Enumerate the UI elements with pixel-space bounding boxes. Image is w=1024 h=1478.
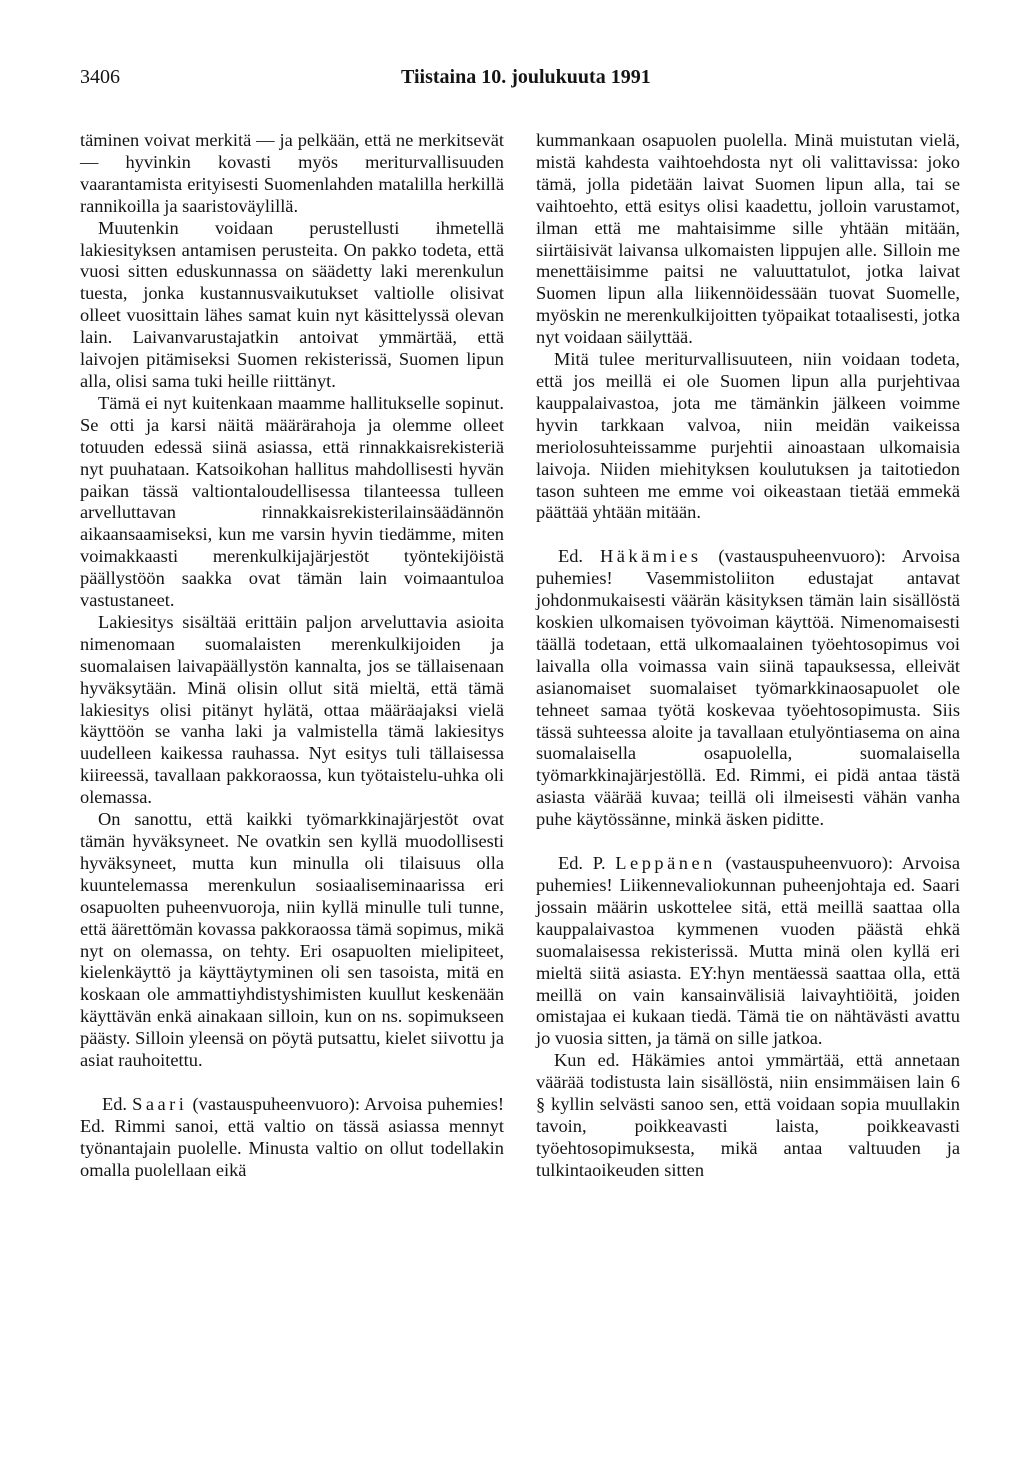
page-date: Tiistaina 10. joulukuuta 1991 [401,66,651,88]
speaker-prefix: Ed. [102,1093,133,1114]
paragraph: kummankaan osapuolen puolella. Minä muistutan vielä, mistä kahdesta vaihtoehdosta nyt oli valittavissa: joko tämä, jolla pidetään laivat Suomen lipun alla, tai se vaihtoehto, että esitys olisi kaadettu, jolloin varustamot, ilman että me mahtaisimme sille yhtään mitään, siirtäisivät laivansa ulkomaisten lippujen alle. Silloin me menettäisimme paitsi ne valuuttatulot, jotka laivat Suomen lipun alla liikennöidessään tuovat Suomelle, myöskin ne merenkulkijoitten työpaikat totaalisesti, jotka nyt voidaan säilyttää. [536,130,960,348]
speaker-name: Häkämies [599,546,702,567]
paragraph: On sanottu, että kaikki työmarkkinajärjestöt ovat tämän hyväksyneet. Ne ovatkin sen kyllä muodollisesti hyväksyneet, mutta kun minulla oli tilaisuus olla kuuntelemassa merenkulun sosiaaliseminaarissa eri osapuolten puheenvuoroja, niin kyllä minulle tuli tunne, että äärettömän kovassa pakkoraossa tämä sopimus, mikä nyt on olemassa, on tehty. Eri osapuolten mielipiteet, kielenkäyttö ja käyttäytyminen oli sen tasoista, mitä en koskaan ole ammattiyhdistyshimisten kuullut keskenään käyttävän enkä ainakaan silloin, kun on ns. sopimukseen päästy. Silloin yleensä on pöytä putsattu, kielet siivottu ja asiat rauhoitettu. [80,809,504,1071]
speaker-prefix: Ed. [558,546,600,567]
right-column [536,130,960,1182]
speech-saari [80,1094,504,1182]
speaker-name: Saari [132,1093,188,1114]
paragraph: Muutenkin voidaan perustellusti ihmetellä lakiesityksen antamisen perusteita. On pakko todeta, että vuosi sitten eduskunnassa on säädetty laki merenkulun tuesta, jonka kustannusvaikutukset valtiolle olisivat olleet vuosittain lähes samat kuin nyt käsittelyssä olevan lain. Laivanvarustajatkin antoivat ymmärtää, että laivojen pitämiseksi Suomen rekisterissä, Suomen lipun alla, olisi sama tuki heille riittänyt. [80,217,504,391]
speaker-prefix: Ed. P. [558,853,616,874]
page-header [80,66,960,96]
paragraph: Kun ed. Häkämies antoi ymmärtää, että annetaan väärää todistusta lain sisällöstä, niin ensimmäisen lain 6 § kyllin selvästi sanoo sen, että voidaan sopia muullakin tavoin, poikkeavasti laista, poikkeavasti työehtosopimuksesta, mikä antaa valtuuden ja tulkintaoikeuden sitten [536,1050,960,1180]
speech-text: (vastauspuheenvuoro): Arvoisa puhemies! Liikennevaliokunnan puheenjohtaja ed. Saari jossain määrin uskottelee sitä, että meillä saattaa olla kauppalaivastoa kymmenen vuoden päästä ehkä suomalaisessa rekisterissä. Mutta minä olen kyllä eri mieltä siitä asiasta. EY:hyn mentäessä saattaa olla, että meillä on vain kansainvälisiä laivayhtiöitä, joiden omistajaa ei kukaan tiedä. Tämä tie on nähtävästi avattu jo vuosia sitten, ja tämä on sille jatkoa. [536,853,961,1049]
paragraph: Tämä ei nyt kuitenkaan maamme hallitukselle sopinut. Se otti ja karsi näitä määrärahoja ja olemme olleet totuuden edessä siinä asiassa, että rinnakkaisrekisteriä nyt puuhataan. Katsoikohan hallitus mahdollisesti hyvän paikan tässä valtiontaloudellisessa tilanteessa tulleen arvelluttavan rinnakkaisrekisterilainsäädännön aikaansaamiseksi, kun me varsin hyvin tiedämme, miten voimakkaasti merenkulkijajärjestöt työntekijöistä päällystöön saakka ovat tämän lain voimaantuloa vastustaneet. [80,392,504,611]
paragraph: Mitä tulee meriturvallisuuteen, niin voidaan todeta, että jos meillä ei ole Suomen lipun alla purjehtivaa kauppalaivastoa, jota me tämänkin jälkeen voimme hyvin tarkkaan valvoa, niin meidän vaikeissa meriolosuhteissamme purjehtii ainoastaan ulkomaisia laivoja. Niiden miehityksen koulutuksen ja taitotiedon tason suhteen me emme voi oikeastaan tietää emmekä päättää yhtään mitään. [536,349,960,523]
speech-hakamies [536,546,960,831]
speech-leppanen [536,853,960,1050]
speech-text: (vastauspuheenvuoro): Arvoisa puhemies! Ed. Rimmi sanoi, että valtio on tässä asiassa mennyt työnantajain puolelle. Minusta valtio on ollut todellakin omalla puolellaan eikä [80,1093,505,1180]
page-number: 3406 [80,66,120,88]
left-column [80,130,504,1182]
speech-text: (vastauspuheenvuoro): Arvoisa puhemies! Vasemmistoliiton edustajat antavat johdonmukaisesti väärän käsityksen tämän lain sisällöstä koskien ulkomaisen työvoiman käyttöä. Nimenomaisesti täällä todetaan, että ulkomaalainen työehtosopimus voi laivalla olla voimassa vain siinä tapauksessa, elleivät asianomaiset suomalaiset työmarkkinaosapuolet ole tehneet samaa työtä koskevaa työehtosopimusta. Siis tässä suhteessa aloite ja tavallaan etulyöntiasema on aina suomalaisella osapuolella, suomalaisella työmarkkinajärjestöllä. Ed. Rimmi, ei pidä antaa tästä asiasta väärää kuvaa; teillä oli ilmeisesti vähän vanha puhe käytössänne, minkä äsken piditte. [536,546,961,830]
paragraph: Lakiesitys sisältää erittäin paljon arveluttavia asioita nimenomaan suomalaisten merenkulkijoiden ja suomalaisen laivapäällystön kannalta, jos se tällaisenaan hyväksytään. Minä olisin ollut sitä mieltä, että tämä lakiesitys olisi pitänyt hylätä, ottaa määräajaksi vielä käyttöön se vanha laki ja valmistella tämä lakiesitys uudelleen kaikessa rauhassa. Nyt esitys tuli tällaisessa kiireessä, tavallaan pakkoraossa, kun työtaistelu-uhka oli olemassa. [80,611,504,808]
speaker-name: Leppänen [615,853,716,874]
paragraph: täminen voivat merkitä — ja pelkään, että ne merkitsevät — hyvinkin kovasti myös meriturvallisuuden vaarantamista erityisesti Suomenlahden matalilla herkillä rannikoilla ja saaristoväylillä. [80,130,504,216]
